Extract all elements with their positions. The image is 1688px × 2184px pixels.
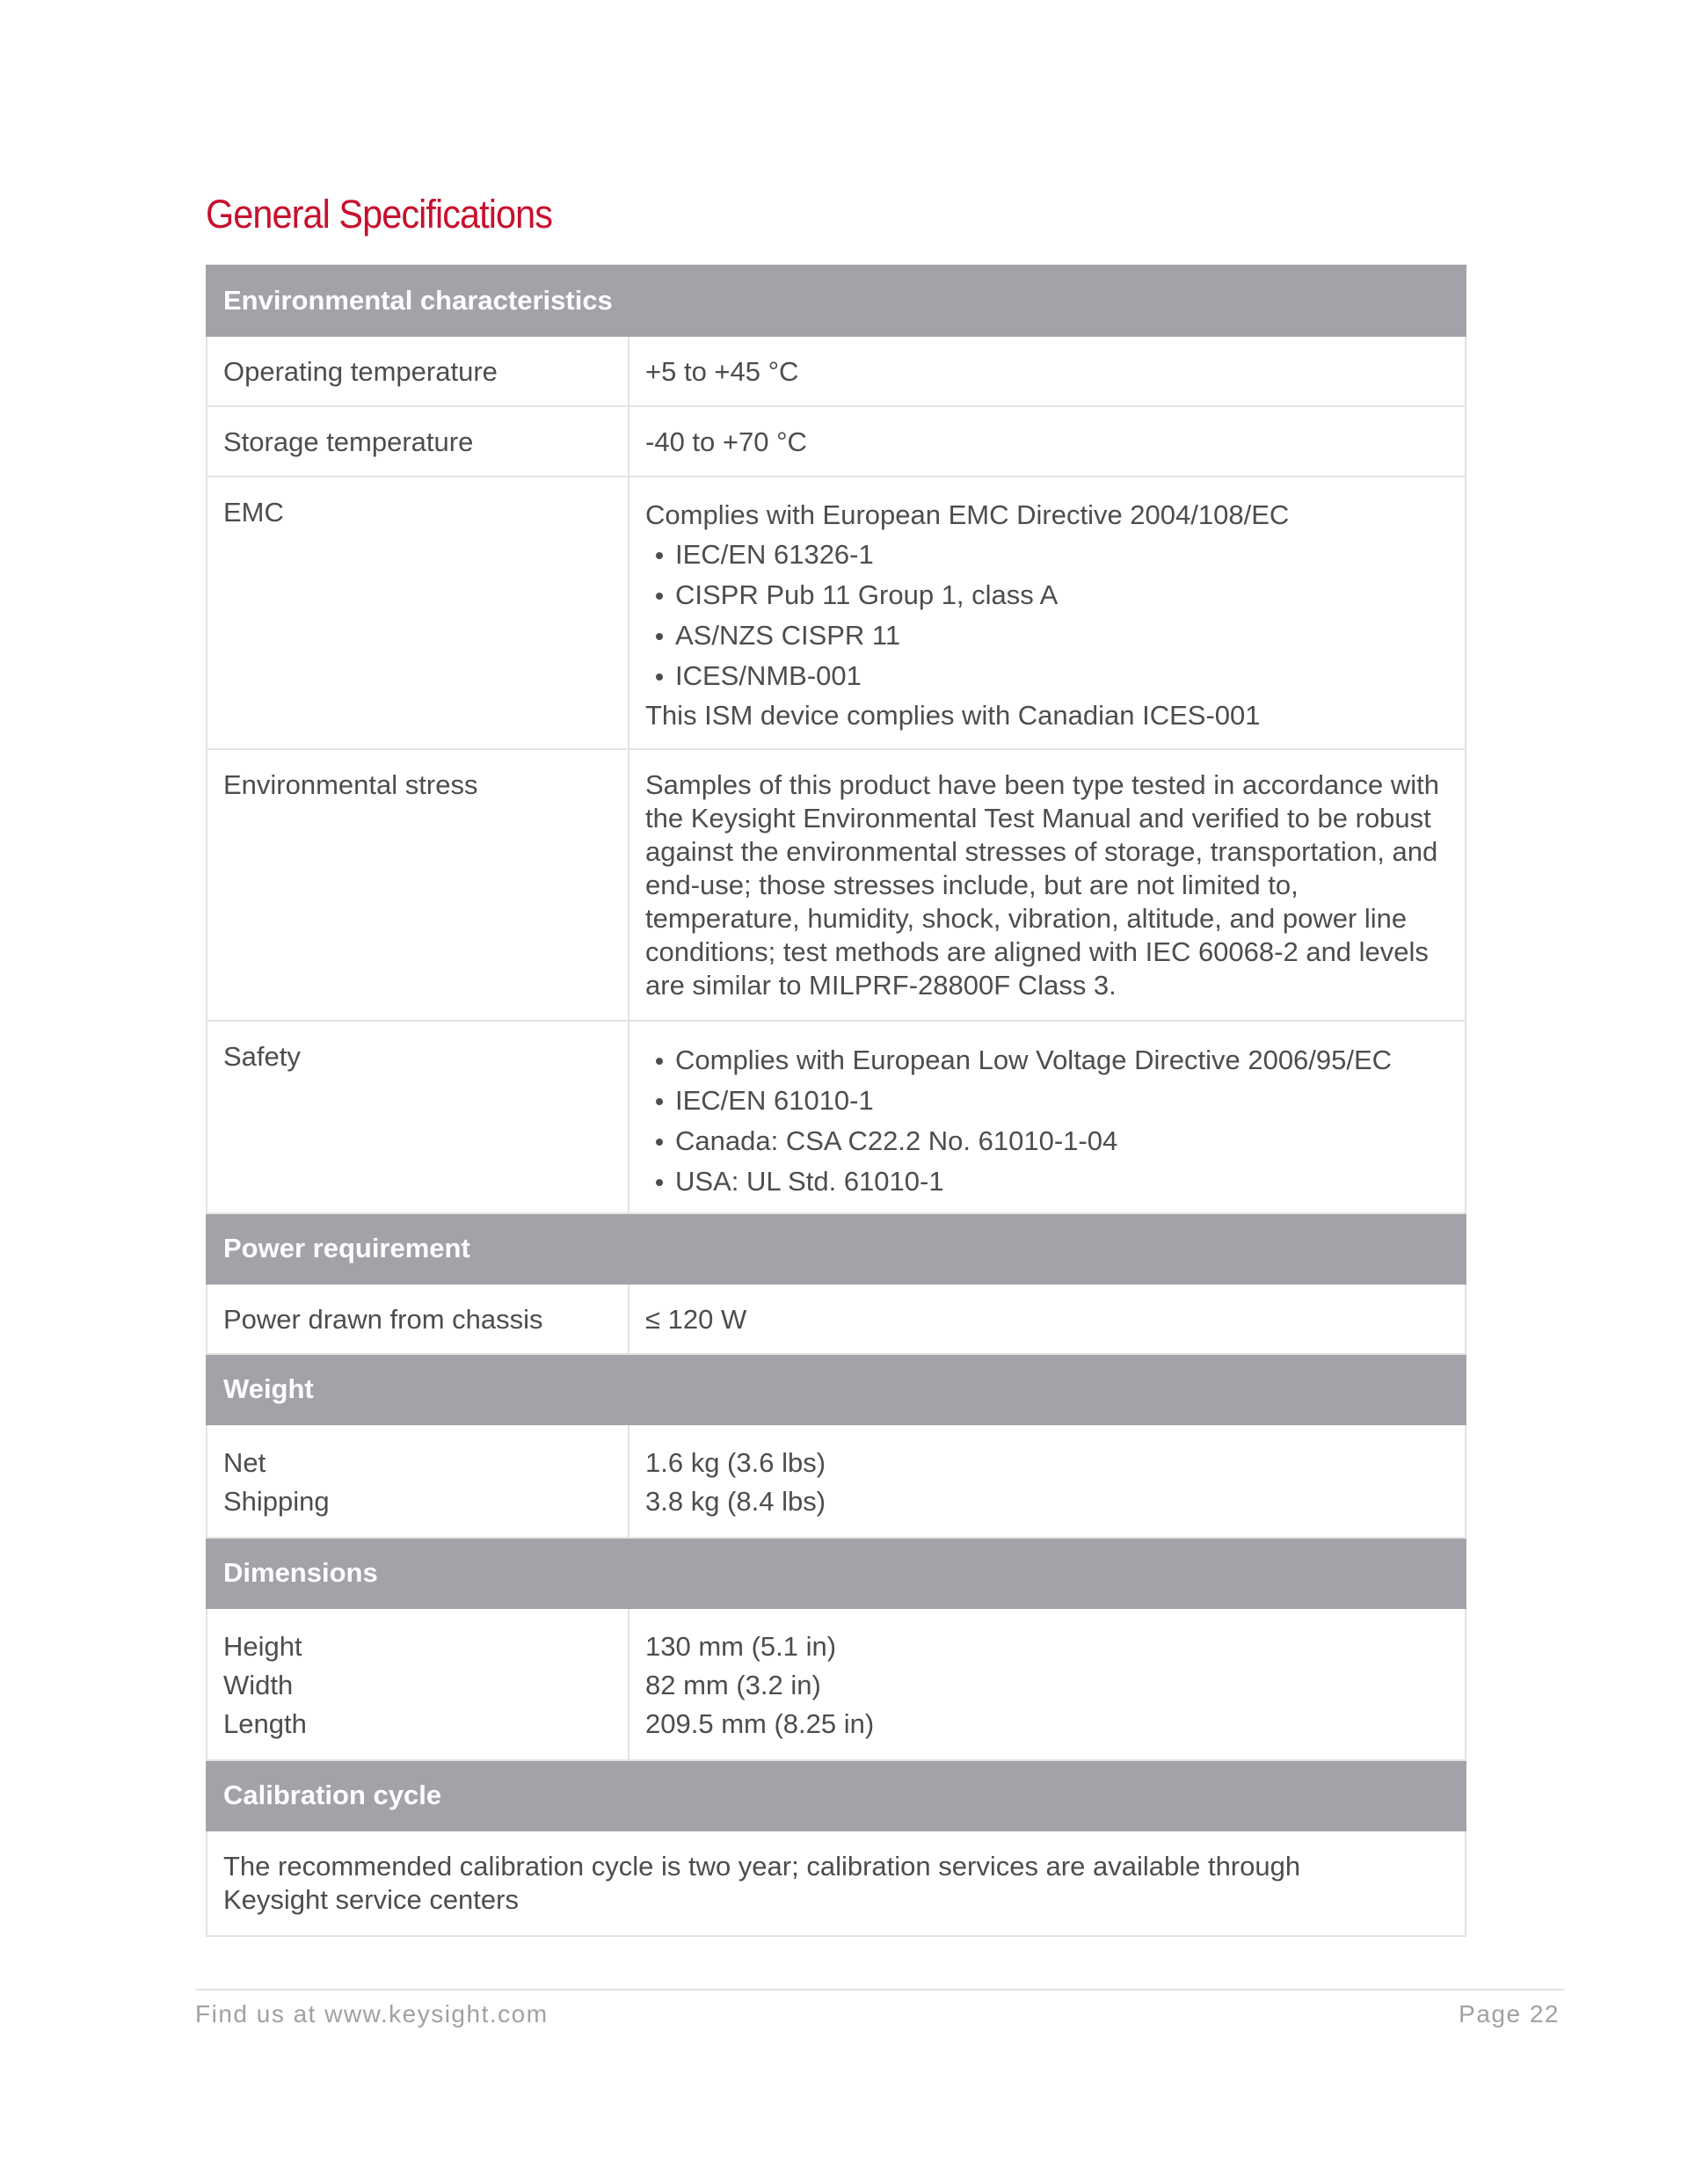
emc-label: EMC — [207, 477, 629, 749]
section-header-calibration — [207, 1760, 1466, 1831]
table-row — [207, 336, 1466, 406]
list-item: Complies with European Low Voltage Directive 2006/95/EC — [645, 1040, 1449, 1081]
height-value: 130 mm (5.1 in) — [645, 1631, 837, 1662]
table-row — [207, 1284, 1466, 1354]
section-header-weight — [207, 1354, 1466, 1424]
section-header-environmental — [207, 266, 1466, 336]
height-label: Height — [223, 1631, 302, 1662]
operating-temperature-value: +5 to +45 °C — [629, 336, 1466, 406]
section-title: Environmental characteristics — [207, 266, 1466, 336]
power-value: ≤ 120 W — [629, 1284, 1466, 1354]
safety-list — [645, 1040, 1449, 1202]
dimension-values — [629, 1608, 1466, 1760]
table-row — [207, 1021, 1466, 1213]
weight-values — [629, 1424, 1466, 1538]
table-row — [207, 406, 1466, 477]
environmental-stress-value: Samples of this product have been type tested in accordance with the Keysight Environmental Test Manual and verified to be robust against the environmental stresses of storage, transportation, and end-use; those stresses include, but are not limited to, temperature, humidity, shock, vibration, altitude, and power line conditions; test methods are aligned with IEC 60068-2 and levels are similar to MILPRF-28800F Class 3. — [629, 749, 1466, 1021]
shipping-label: Shipping — [223, 1486, 330, 1517]
net-value: 1.6 kg (3.6 lbs) — [645, 1447, 826, 1478]
emc-outro: This ISM device complies with Canadian ICES-001 — [645, 700, 1261, 731]
page-number: Page 22 — [1459, 2000, 1560, 2027]
footer-divider — [195, 1989, 1565, 1991]
dimension-labels — [207, 1608, 629, 1760]
storage-temperature-value: -40 to +70 °C — [629, 406, 1466, 477]
net-label: Net — [223, 1447, 266, 1478]
section-header-dimensions — [207, 1538, 1466, 1608]
table-row — [207, 1608, 1466, 1760]
section-title: Dimensions — [207, 1538, 1466, 1608]
weight-labels — [207, 1424, 629, 1538]
spec-table — [206, 265, 1466, 1937]
calibration-line-1: The recommended calibration cycle is two year; calibration services are available through — [223, 1851, 1301, 1882]
environmental-stress-label: Environmental stress — [207, 749, 629, 1021]
table-row — [207, 1831, 1466, 1936]
length-label: Length — [223, 1708, 307, 1739]
emc-value — [629, 477, 1466, 749]
list-item: IEC/EN 61010-1 — [645, 1081, 1449, 1121]
page-title: General Specifications — [206, 192, 552, 237]
section-title: Power requirement — [207, 1213, 1466, 1284]
list-item: ICES/NMB-001 — [645, 656, 1449, 696]
calibration-text — [207, 1831, 1466, 1936]
power-label: Power drawn from chassis — [207, 1284, 629, 1354]
safety-label: Safety — [207, 1021, 629, 1213]
list-item: IEC/EN 61326-1 — [645, 535, 1449, 575]
calibration-line-2: Keysight service centers — [223, 1884, 519, 1915]
emc-list — [645, 535, 1449, 696]
width-label: Width — [223, 1670, 294, 1700]
operating-temperature-label: Operating temperature — [207, 336, 629, 406]
table-row — [207, 1424, 1466, 1538]
table-row — [207, 477, 1466, 749]
footer-website: Find us at www.keysight.com — [195, 2000, 549, 2027]
shipping-value: 3.8 kg (8.4 lbs) — [645, 1486, 826, 1517]
section-header-power — [207, 1213, 1466, 1284]
safety-value — [629, 1021, 1466, 1213]
list-item: CISPR Pub 11 Group 1, class A — [645, 575, 1449, 615]
list-item: Canada: CSA C22.2 No. 61010-1-04 — [645, 1121, 1449, 1161]
section-title: Calibration cycle — [207, 1760, 1466, 1831]
length-value: 209.5 mm (8.25 in) — [645, 1708, 875, 1739]
list-item: USA: UL Std. 61010-1 — [645, 1161, 1449, 1202]
section-title: Weight — [207, 1354, 1466, 1424]
width-value: 82 mm (3.2 in) — [645, 1670, 821, 1700]
emc-intro: Complies with European EMC Directive 2004/108/EC — [645, 499, 1290, 530]
list-item: AS/NZS CISPR 11 — [645, 615, 1449, 656]
table-row — [207, 749, 1466, 1021]
storage-temperature-label: Storage temperature — [207, 406, 629, 477]
